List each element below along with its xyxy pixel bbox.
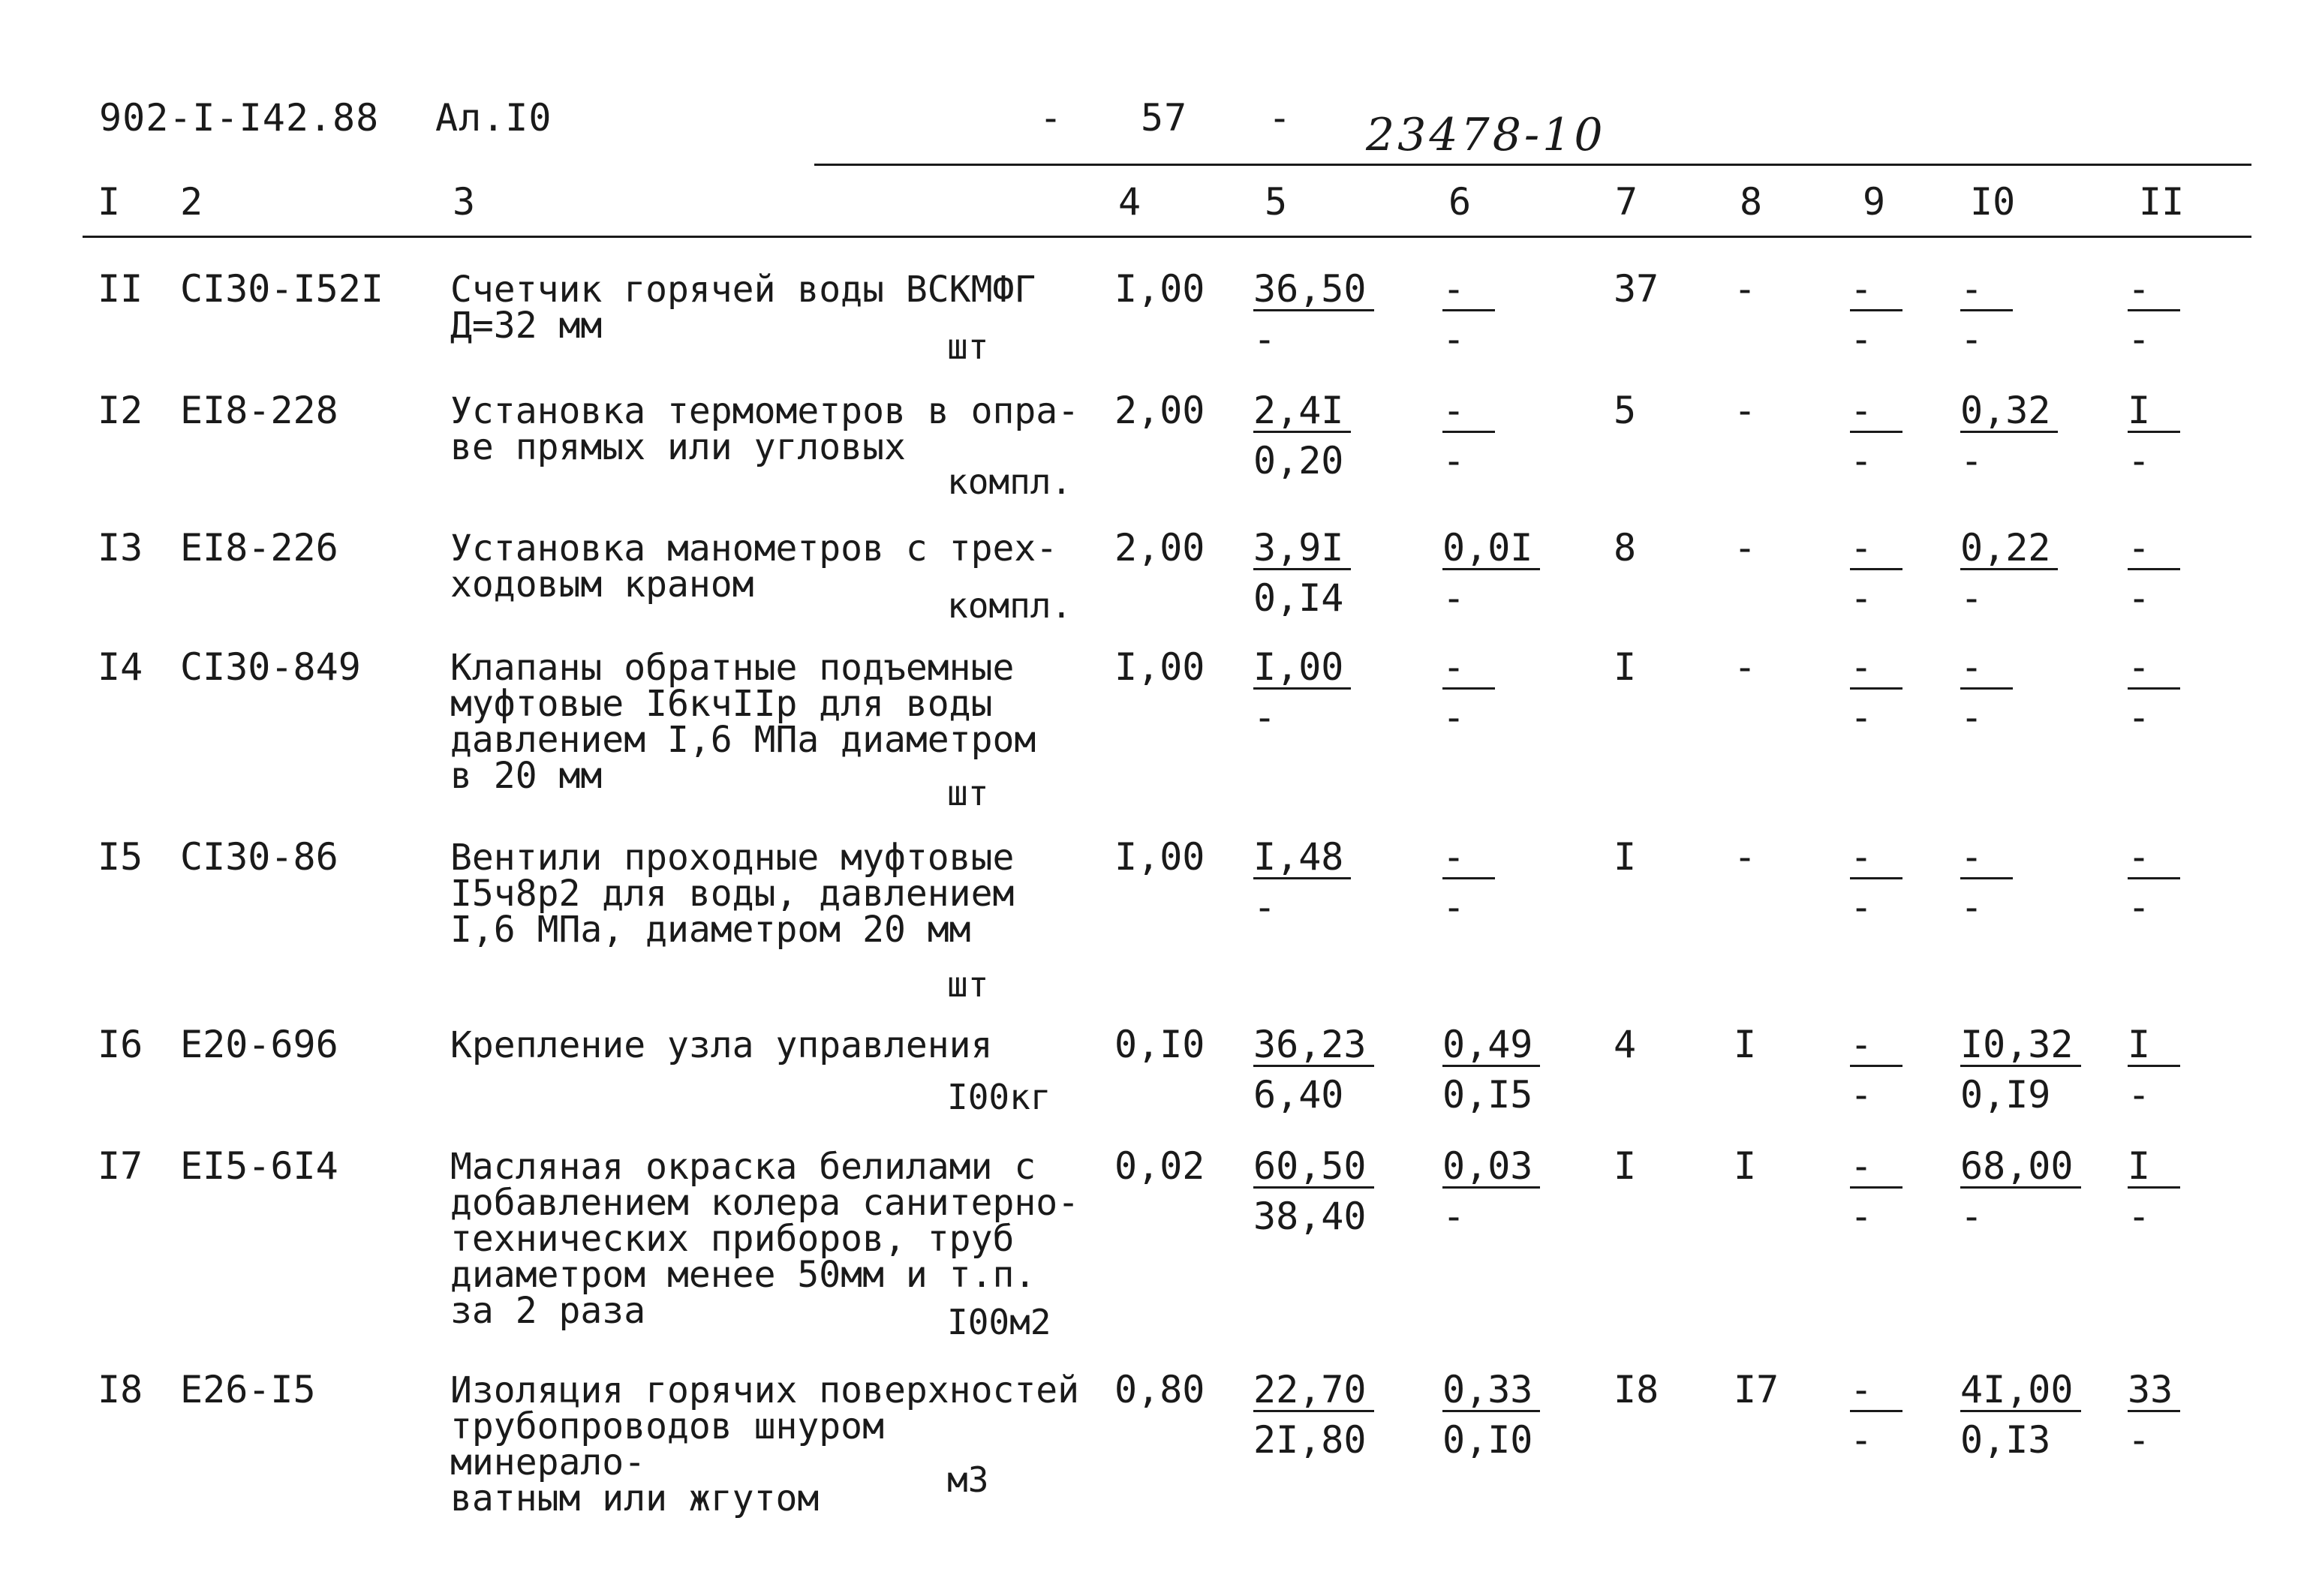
row-number: I8 bbox=[98, 1368, 143, 1411]
quantity: 0,02 bbox=[1114, 1144, 1205, 1188]
rate-code: CI30-849 bbox=[180, 645, 361, 689]
fraction-denominator: 0,I3 bbox=[1960, 1418, 2051, 1462]
fraction-c10 bbox=[1960, 527, 2073, 618]
quantity: 2,00 bbox=[1114, 389, 1205, 432]
row-number: I4 bbox=[98, 645, 143, 689]
fraction-c5 bbox=[1253, 527, 1366, 618]
rate-code: EI8-228 bbox=[180, 389, 338, 432]
fraction-denominator: - bbox=[2128, 317, 2151, 361]
quantity: 2,00 bbox=[1114, 526, 1205, 570]
column-7-value: 5 bbox=[1614, 389, 1637, 432]
fraction-denominator: - bbox=[1850, 576, 1873, 620]
fraction-c11 bbox=[2128, 269, 2240, 359]
fraction-c5 bbox=[1253, 1024, 1366, 1115]
fraction-numerator: I0,32 bbox=[1960, 1024, 2081, 1067]
fraction-denominator: - bbox=[1442, 317, 1466, 361]
fraction-denominator: - bbox=[1850, 696, 1873, 739]
fraction-numerator: - bbox=[1442, 390, 1495, 433]
row-number: I6 bbox=[98, 1023, 143, 1066]
fraction-c11 bbox=[2128, 647, 2240, 738]
fraction-numerator: 0,33 bbox=[1442, 1369, 1540, 1412]
fraction-numerator: 0,03 bbox=[1442, 1146, 1540, 1189]
fraction-denominator: - bbox=[1850, 1418, 1873, 1462]
fraction-c9 bbox=[1850, 647, 1963, 738]
fraction-numerator: - bbox=[2128, 837, 2180, 879]
fraction-numerator: 36,23 bbox=[1253, 1024, 1374, 1067]
fraction-c6 bbox=[1442, 527, 1555, 618]
work-description: Установка манометров с трех- ходовым краном bbox=[450, 527, 1058, 606]
work-description: Установка термометров в опра- ве прямых или угловых bbox=[450, 390, 1080, 468]
column-7-value: I bbox=[1614, 1144, 1637, 1188]
quantity: 0,80 bbox=[1114, 1368, 1205, 1411]
fraction-numerator: I bbox=[2128, 1146, 2180, 1189]
fraction-c6 bbox=[1442, 269, 1555, 359]
column-8-value: I7 bbox=[1734, 1368, 1779, 1411]
fraction-c9 bbox=[1850, 1369, 1963, 1460]
header-dash-left: - bbox=[1039, 96, 1063, 140]
fraction-numerator: - bbox=[1960, 269, 2013, 311]
fraction-denominator: - bbox=[1253, 696, 1277, 739]
fraction-numerator: - bbox=[1960, 837, 2013, 879]
fraction-c11 bbox=[2128, 527, 2240, 618]
work-description: Крепление узла управления bbox=[450, 1024, 993, 1066]
fraction-numerator: - bbox=[2128, 269, 2180, 311]
fraction-c11 bbox=[2128, 1146, 2240, 1237]
fraction-numerator: 0,49 bbox=[1442, 1024, 1540, 1067]
work-description: Масляная окраска белилами с добавлением колера санитерно- технических приборов, труб диаметром менее 50мм и т.п. за 2 раза bbox=[450, 1146, 1080, 1332]
fraction-c6 bbox=[1442, 1024, 1555, 1115]
fraction-c6 bbox=[1442, 1369, 1555, 1460]
fraction-denominator: - bbox=[1442, 885, 1466, 929]
fraction-c6 bbox=[1442, 837, 1555, 927]
fraction-denominator: - bbox=[1850, 439, 1873, 482]
fraction-c9 bbox=[1850, 837, 1963, 927]
fraction-numerator: 60,50 bbox=[1253, 1146, 1374, 1189]
fraction-numerator: - bbox=[1960, 647, 2013, 690]
column-7-value: I bbox=[1614, 835, 1637, 879]
column-8-value: I bbox=[1734, 1144, 1757, 1188]
fraction-numerator: I,00 bbox=[1253, 647, 1351, 690]
fraction-c5 bbox=[1253, 837, 1366, 927]
fraction-denominator: - bbox=[1442, 576, 1466, 620]
fraction-denominator: - bbox=[1442, 1195, 1466, 1238]
fraction-c10 bbox=[1960, 1024, 2073, 1115]
column-header-3: 3 bbox=[453, 180, 476, 224]
fraction-denominator: - bbox=[1960, 439, 1984, 482]
fraction-numerator: 4I,00 bbox=[1960, 1369, 2081, 1412]
work-description: Счетчик горячей воды ВСКМФГ Д=32 мм bbox=[450, 269, 1036, 347]
fraction-numerator: 0,22 bbox=[1960, 527, 2058, 570]
fraction-denominator: 0,I9 bbox=[1960, 1073, 2051, 1117]
row-number: I5 bbox=[98, 835, 143, 879]
fraction-denominator: 2I,80 bbox=[1253, 1418, 1367, 1462]
rate-code: E26-I5 bbox=[180, 1368, 316, 1411]
fraction-c9 bbox=[1850, 390, 1963, 481]
fraction-denominator: - bbox=[1850, 1073, 1873, 1117]
fraction-numerator: 36,50 bbox=[1253, 269, 1374, 311]
unit-of-measure: шт bbox=[947, 773, 989, 813]
fraction-denominator: - bbox=[1960, 885, 1984, 929]
fraction-numerator: 2,4I bbox=[1253, 390, 1351, 433]
fraction-denominator: 38,40 bbox=[1253, 1195, 1367, 1238]
column-header-2: 2 bbox=[180, 180, 203, 224]
unit-of-measure: м3 bbox=[947, 1459, 989, 1500]
fraction-c10 bbox=[1960, 269, 2073, 359]
fraction-denominator: 0,20 bbox=[1253, 439, 1344, 482]
unit-of-measure: шт bbox=[947, 964, 989, 1005]
column-8-value: - bbox=[1734, 389, 1757, 432]
fraction-c10 bbox=[1960, 837, 2073, 927]
fraction-denominator: - bbox=[1960, 696, 1984, 739]
rate-code: E20-696 bbox=[180, 1023, 338, 1066]
unit-of-measure: шт bbox=[947, 326, 989, 367]
unit-of-measure: I00кг bbox=[947, 1077, 1051, 1117]
fraction-c11 bbox=[2128, 1369, 2240, 1460]
fraction-denominator: - bbox=[1442, 696, 1466, 739]
rate-code: CI30-I52I bbox=[180, 267, 383, 311]
quantity: I,00 bbox=[1114, 645, 1205, 689]
fraction-denominator: - bbox=[1850, 317, 1873, 361]
fraction-c9 bbox=[1850, 1146, 1963, 1237]
quantity: 0,I0 bbox=[1114, 1023, 1205, 1066]
fraction-denominator: 0,I0 bbox=[1442, 1418, 1533, 1462]
work-description: Вентили проходные муфтовые I5ч8р2 для воды, давлением I,6 МПа, диаметром 20 мм bbox=[450, 837, 1015, 951]
fraction-numerator: - bbox=[1442, 269, 1495, 311]
fraction-denominator: - bbox=[1850, 1195, 1873, 1238]
fraction-denominator: - bbox=[2128, 439, 2151, 482]
fraction-numerator: - bbox=[1850, 269, 1902, 311]
fraction-denominator: - bbox=[1850, 885, 1873, 929]
column-8-value: - bbox=[1734, 267, 1757, 311]
fraction-numerator: 22,70 bbox=[1253, 1369, 1374, 1412]
fraction-c11 bbox=[2128, 1024, 2240, 1115]
column-header-6: 6 bbox=[1448, 180, 1472, 224]
fraction-denominator: 6,40 bbox=[1253, 1073, 1344, 1117]
column-7-value: I bbox=[1614, 645, 1637, 689]
fraction-denominator: - bbox=[1253, 317, 1277, 361]
fraction-denominator: - bbox=[2128, 1418, 2151, 1462]
quantity: I,00 bbox=[1114, 835, 1205, 879]
fraction-numerator: 0,0I bbox=[1442, 527, 1540, 570]
column-header-rule bbox=[83, 236, 2251, 238]
fraction-numerator: - bbox=[2128, 527, 2180, 570]
fraction-numerator: I bbox=[2128, 1024, 2180, 1067]
fraction-c5 bbox=[1253, 269, 1366, 359]
column-7-value: 8 bbox=[1614, 526, 1637, 570]
fraction-c10 bbox=[1960, 1146, 2073, 1237]
row-number: II bbox=[98, 267, 143, 311]
rate-code: CI30-86 bbox=[180, 835, 338, 879]
fraction-numerator: - bbox=[1850, 390, 1902, 433]
document-code: 902-I-I42.88 bbox=[99, 96, 380, 140]
handwritten-number: 23478-10 bbox=[1366, 109, 1606, 161]
fraction-c10 bbox=[1960, 1369, 2073, 1460]
fraction-c5 bbox=[1253, 1369, 1366, 1460]
column-header-1: I bbox=[98, 180, 121, 224]
fraction-c10 bbox=[1960, 647, 2073, 738]
fraction-numerator: - bbox=[1850, 1146, 1902, 1189]
quantity: I,00 bbox=[1114, 267, 1205, 311]
fraction-denominator: - bbox=[1253, 885, 1277, 929]
column-8-value: I bbox=[1734, 1023, 1757, 1066]
column-header-5: 5 bbox=[1265, 180, 1288, 224]
fraction-numerator: 68,00 bbox=[1960, 1146, 2081, 1189]
fraction-numerator: - bbox=[1850, 647, 1902, 690]
rate-code: EI8-226 bbox=[180, 526, 338, 570]
fraction-numerator: - bbox=[1850, 1024, 1902, 1067]
rate-code: EI5-6I4 bbox=[180, 1144, 338, 1188]
fraction-c11 bbox=[2128, 837, 2240, 927]
fraction-numerator: 33 bbox=[2128, 1369, 2180, 1412]
work-description: Клапаны обратные подъемные муфтовые I6кчIIр для воды давлением I,6 МПа диаметром в 20 мм bbox=[450, 647, 1036, 797]
fraction-c5 bbox=[1253, 1146, 1366, 1237]
column-7-value: 37 bbox=[1614, 267, 1659, 311]
row-number: I7 bbox=[98, 1144, 143, 1188]
header-dash-right: - bbox=[1268, 96, 1292, 140]
fraction-numerator: - bbox=[1442, 647, 1495, 690]
fraction-denominator: - bbox=[1960, 317, 1984, 361]
fraction-c6 bbox=[1442, 1146, 1555, 1237]
fraction-numerator: - bbox=[1850, 527, 1902, 570]
fraction-denominator: - bbox=[1442, 439, 1466, 482]
column-header-10: I0 bbox=[1970, 180, 2016, 224]
column-8-value: - bbox=[1734, 835, 1757, 879]
fraction-c5 bbox=[1253, 390, 1366, 481]
fraction-c9 bbox=[1850, 527, 1963, 618]
column-7-value: 4 bbox=[1614, 1023, 1637, 1066]
fraction-c5 bbox=[1253, 647, 1366, 738]
fraction-numerator: - bbox=[1442, 837, 1495, 879]
fraction-numerator: 3,9I bbox=[1253, 527, 1351, 570]
row-number: I2 bbox=[98, 389, 143, 432]
fraction-denominator: - bbox=[1960, 1195, 1984, 1238]
column-header-8: 8 bbox=[1740, 180, 1763, 224]
unit-of-measure: компл. bbox=[947, 461, 1072, 502]
column-8-value: - bbox=[1734, 526, 1757, 570]
fraction-numerator: - bbox=[2128, 647, 2180, 690]
fraction-denominator: - bbox=[1960, 576, 1984, 620]
column-header-11: II bbox=[2139, 180, 2185, 224]
fraction-denominator: - bbox=[2128, 576, 2151, 620]
fraction-denominator: 0,I5 bbox=[1442, 1073, 1533, 1117]
column-header-4: 4 bbox=[1118, 180, 1141, 224]
unit-of-measure: компл. bbox=[947, 585, 1072, 626]
fraction-numerator: I,48 bbox=[1253, 837, 1351, 879]
row-number: I3 bbox=[98, 526, 143, 570]
fraction-numerator: I bbox=[2128, 390, 2180, 433]
sheet-number: Ал.I0 bbox=[435, 96, 552, 140]
fraction-c6 bbox=[1442, 390, 1555, 481]
fraction-numerator: - bbox=[1850, 837, 1902, 879]
fraction-denominator: 0,I4 bbox=[1253, 576, 1344, 620]
fraction-numerator: - bbox=[1850, 1369, 1902, 1412]
fraction-denominator: - bbox=[2128, 1195, 2151, 1238]
fraction-c9 bbox=[1850, 1024, 1963, 1115]
fraction-c10 bbox=[1960, 390, 2073, 481]
fraction-denominator: - bbox=[2128, 885, 2151, 929]
column-header-9: 9 bbox=[1863, 180, 1886, 224]
header-rule bbox=[814, 164, 2251, 166]
page-number: 57 bbox=[1141, 96, 1188, 140]
fraction-numerator: 0,32 bbox=[1960, 390, 2058, 433]
column-8-value: - bbox=[1734, 645, 1757, 689]
fraction-denominator: - bbox=[2128, 1073, 2151, 1117]
fraction-c6 bbox=[1442, 647, 1555, 738]
column-header-7: 7 bbox=[1615, 180, 1638, 224]
work-description: Изоляция горячих поверхностей трубопроводов шнуром минерало- ватным или жгутом bbox=[450, 1369, 1080, 1519]
fraction-c9 bbox=[1850, 269, 1963, 359]
fraction-c11 bbox=[2128, 390, 2240, 481]
fraction-denominator: - bbox=[2128, 696, 2151, 739]
column-7-value: I8 bbox=[1614, 1368, 1659, 1411]
unit-of-measure: I00м2 bbox=[947, 1302, 1051, 1342]
